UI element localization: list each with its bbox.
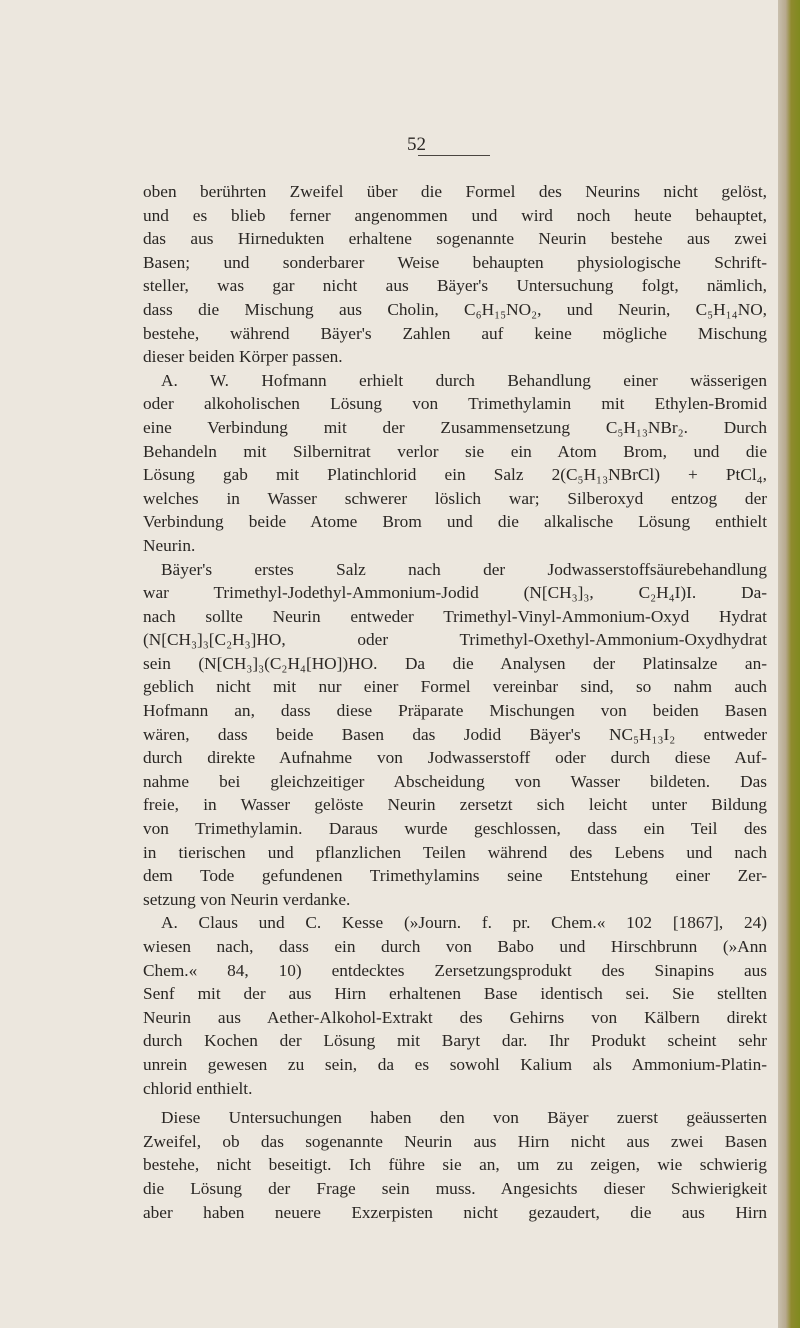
text-line: bestehe, während Bäyer's Zahlen auf keine mögliche Mischung (143, 323, 767, 343)
text-line: A. Claus und C. Kesse (»Journ. f. pr. Chem.« 102 [1867], 24) (161, 913, 767, 933)
text-line: geblich nicht mit nur einer Formel vereinbar sind, so nahm auch (143, 677, 767, 697)
text-line: setzung von Neurin verdanke. (143, 889, 351, 909)
text-line: Senf mit der aus Hirn erhaltenen Base identisch sei. Sie stellten (143, 984, 767, 1004)
text-line: Hofmann an, dass diese Präparate Mischungen von beiden Basen (143, 701, 767, 721)
text-line: das aus Hirnedukten erhaltene sogenannte Neurin bestehe aus zwei (143, 229, 767, 249)
text-line: sein (N[CH₃]₃(C₂H₄[HO])HO. Da die Analysen der Platinsalze an- (143, 653, 767, 673)
text-line: bestehe, nicht beseitigt. Ich führe sie an, um zu zeigen, wie schwierig (143, 1155, 767, 1175)
text-line: dieser beiden Körper passen. (143, 347, 343, 367)
text-line: wären, dass beide Basen das Jodid Bäyer's NC₅H₁₃I₂ entweder (143, 724, 767, 744)
text-line: nach sollte Neurin entweder Trimethyl-Vinyl-Ammonium-Oxyd Hydrat (143, 606, 767, 626)
text-line: Basen; und sonderbarer Weise behaupten physiologische Schrift- (143, 252, 767, 272)
text-line: die Lösung der Frage sein muss. Angesichts dieser Schwierigkeit (143, 1178, 767, 1198)
text-line: durch Kochen der Lösung mit Baryt dar. Ihr Produkt scheint sehr (143, 1031, 767, 1051)
page-edge (778, 0, 800, 1328)
text-line: Verbindung beide Atome Brom und die alkalische Lösung enthielt (143, 512, 767, 532)
text-line: Zweifel, ob das sogenannte Neurin aus Hirn nicht aus zwei Basen (143, 1131, 767, 1151)
page-number: 52 (407, 134, 426, 155)
text-line: Chem.« 84, 10) entdecktes Zersetzungsprodukt des Sinapins aus (143, 960, 767, 980)
text-line: oben berührten Zweifel über die Formel des Neurins nicht gelöst, (143, 182, 767, 201)
text-line: Behandeln mit Silbernitrat verlor sie ein Atom Brom, und die (143, 441, 767, 461)
text-line: (N[CH₃]₃[C₂H₃]HO, oder Trimethyl-Oxethyl-Ammonium-Oxydhydrat (143, 630, 767, 650)
text-line: durch direkte Aufnahme von Jodwasserstoff oder durch diese Auf- (143, 748, 767, 768)
text-line: in tierischen und pflanzlichen Teilen während des Lebens und nach (143, 842, 767, 862)
text-line: wiesen nach, dass ein durch von Babo und Hirschbrunn (»Ann (143, 937, 767, 956)
page-number-rule (418, 155, 490, 156)
text-line: nahme bei gleichzeitiger Abscheidung von Wasser bildeten. Das (143, 771, 767, 791)
text-line: oder alkoholischen Lösung von Trimethylamin mit Ethylen-Bromid (143, 394, 767, 414)
body-text (143, 180, 767, 1224)
text-line: Neurin aus Aether-Alkohol-Extrakt des Gehirns von Kälbern direkt (143, 1007, 767, 1027)
text-line: A. W. Hofmann erhielt durch Behandlung einer wässerigen (161, 370, 767, 390)
text-line: war Trimethyl-Jodethyl-Ammonium-Jodid (N[CH₃]₃, C₂H₄I)I. Da- (143, 583, 767, 603)
text-line: Diese Untersuchungen haben den von Bäyer zuerst geäusserten (161, 1108, 767, 1128)
text-line: Lösung gab mit Platinchlorid ein Salz 2(C₅H₁₃NBrCl) + PtCl₄, (143, 465, 767, 485)
text-line: Neurin. (143, 535, 196, 555)
text-line: dem Tode gefundenen Trimethylamins seine Entstehung einer Zer- (143, 866, 767, 886)
text-line: steller, was gar nicht aus Bäyer's Untersuchung folgt, nämlich, (143, 276, 767, 296)
text-line: welches in Wasser schwerer löslich war; Silberoxyd entzog der (143, 488, 767, 508)
text-line: und es blieb ferner angenommen und wird noch heute behauptet, (143, 205, 767, 225)
text-line: von Trimethylamin. Daraus wurde geschlossen, dass ein Teil des (143, 819, 767, 839)
text-line: eine Verbindung mit der Zusammensetzung C₅H₁₃NBr₂. Durch (143, 417, 767, 437)
text-line: dass die Mischung aus Cholin, C₆H₁₅NO₂, und Neurin, C₅H₁₄NO, (143, 299, 767, 319)
text-line: unrein gewesen zu sein, da es sowohl Kalium als Ammonium-Platin- (143, 1054, 767, 1074)
text-line: Bäyer's erstes Salz nach der Jodwasserstoffsäurebehandlung (161, 559, 767, 579)
text-line: chlorid enthielt. (143, 1078, 253, 1098)
text-line: aber haben neuere Exzerpisten nicht gezaudert, die aus Hirn (143, 1202, 767, 1222)
text-line: freie, in Wasser gelöste Neurin zersetzt sich leicht unter Bildung (143, 795, 767, 815)
